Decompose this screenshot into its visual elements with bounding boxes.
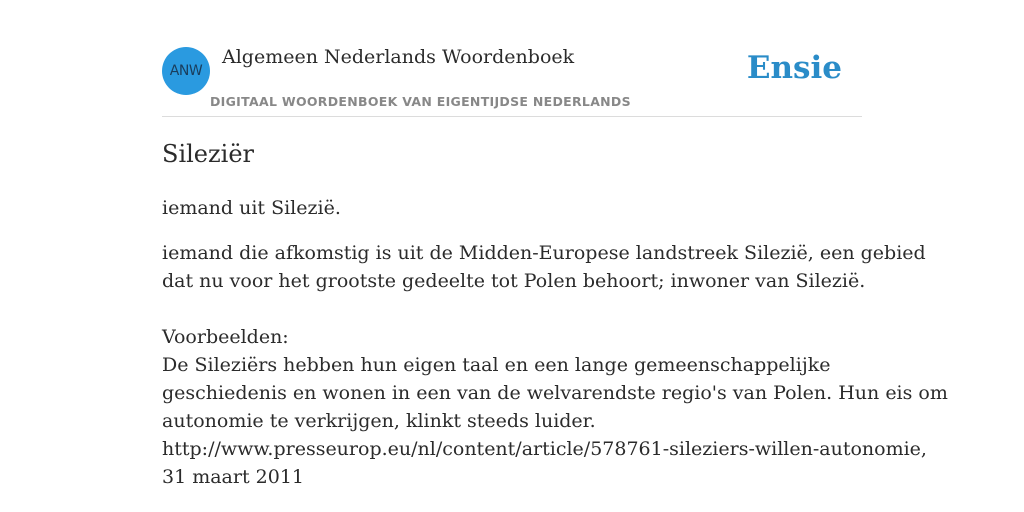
long-definition-line: dat nu voor het grootste gedeelte tot Polen behoort; inwoner van Silezië. [162, 270, 866, 292]
example-line: autonomie te verkrijgen, klinkt steeds luider. [162, 410, 596, 432]
ensie-brand-logo[interactable]: Ensie [746, 50, 842, 86]
logo-text: ANW [169, 63, 203, 79]
site-header [162, 0, 862, 117]
example-line: geschiedenis en wonen in een van de welvarendste regio's van Polen. Hun eis om [162, 382, 948, 404]
example-source-url: http://www.presseurop.eu/nl/content/article/578761-sileziers-willen-autonomie, [162, 438, 927, 460]
entry-body [162, 239, 948, 491]
paragraph-spacer [162, 295, 862, 323]
examples-label: Voorbeelden: [162, 326, 289, 348]
anw-logo[interactable] [162, 47, 210, 95]
long-definition-line: iemand die afkomstig is uit de Midden-Europese landstreek Silezië, een gebied [162, 242, 926, 264]
example-source-date: 31 maart 2011 [162, 466, 304, 488]
page-container [162, 0, 948, 488]
site-subtitle: DIGITAAL WOORDENBOEK VAN EIGENTIJDSE NEDERLANDS [210, 94, 631, 109]
site-title[interactable]: Algemeen Nederlands Woordenboek [222, 46, 575, 68]
short-definition: iemand uit Silezië. [162, 197, 341, 219]
example-line: De Sileziërs hebben hun eigen taal en een lange gemeenschappelijke [162, 354, 831, 376]
entry-title: Sileziër [162, 140, 254, 168]
